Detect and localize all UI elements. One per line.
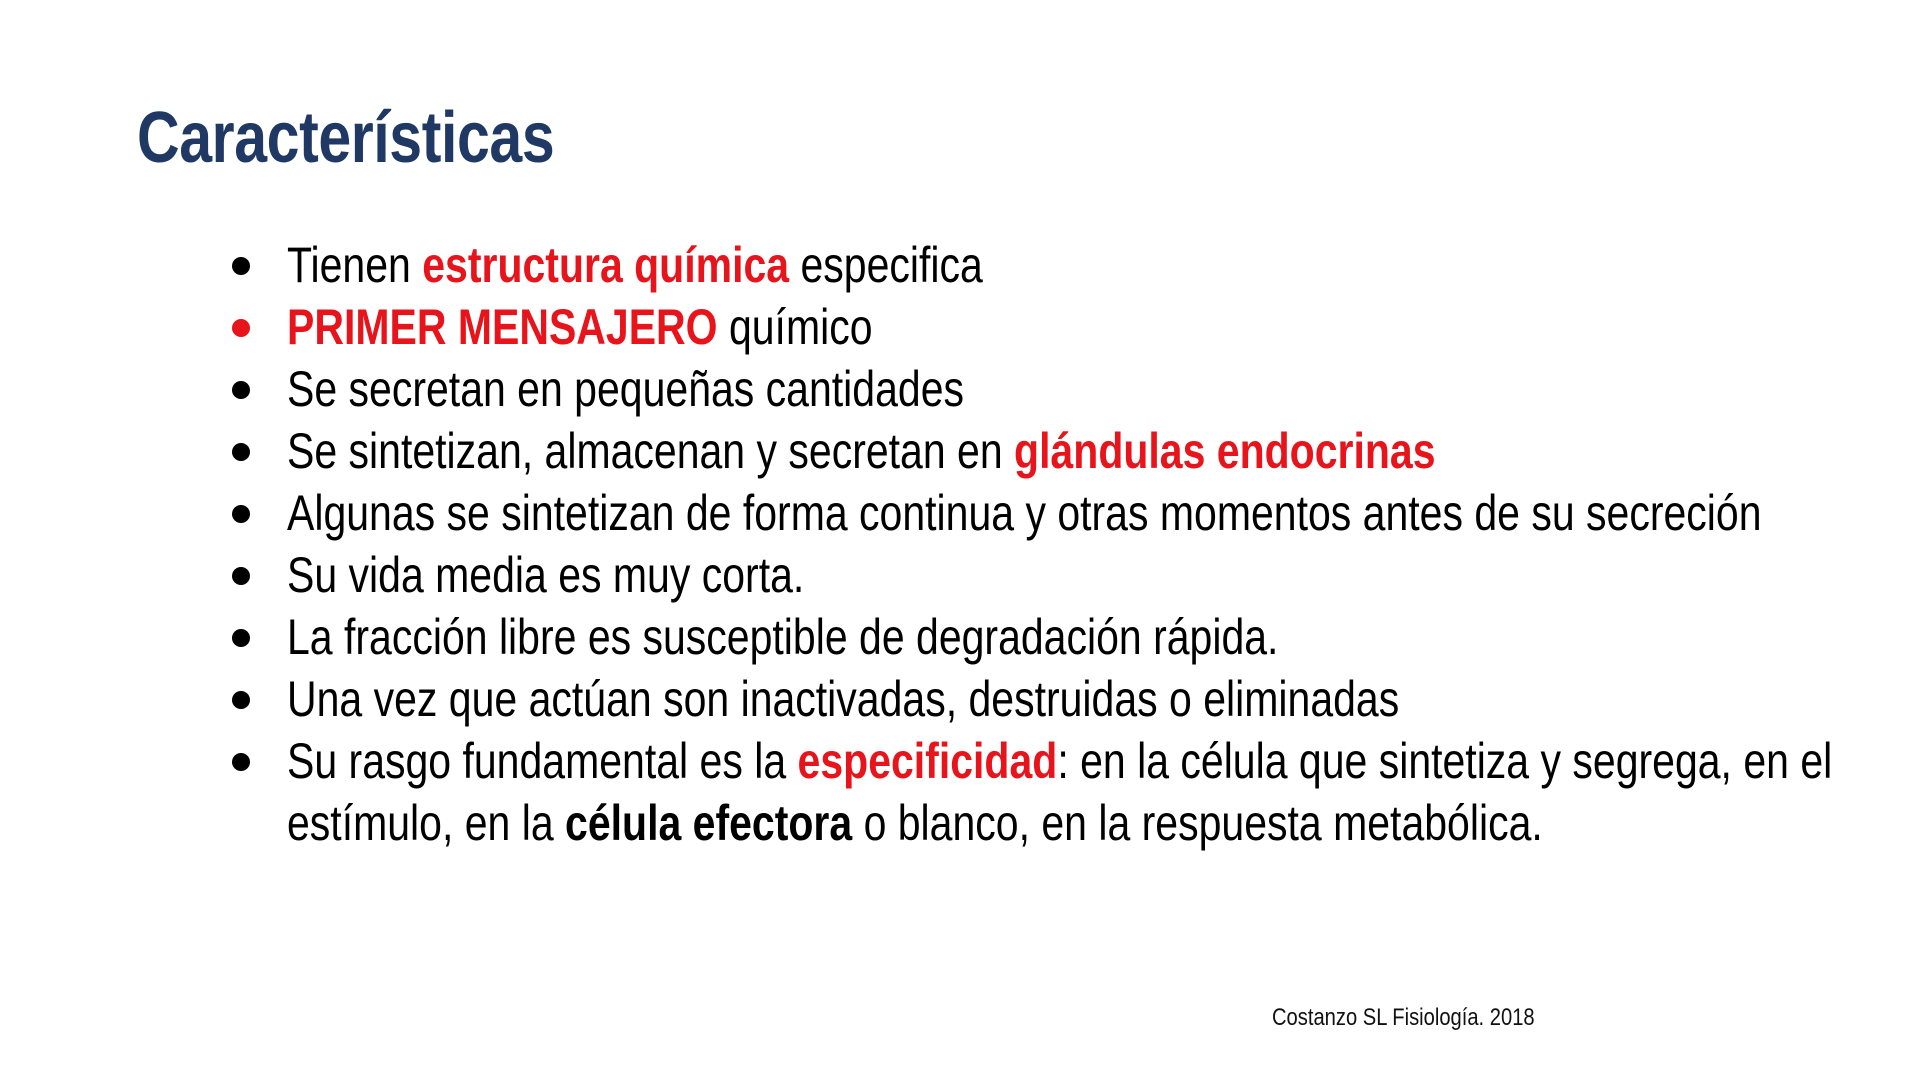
bullet-dot-icon [232, 319, 250, 337]
bullet-item [232, 606, 1920, 668]
bullet-item [232, 482, 1920, 544]
bullet-dot-icon [232, 505, 250, 523]
bullet-dot-icon [232, 691, 250, 709]
bullet-dot-icon [232, 443, 250, 461]
citation-footer: Costanzo SL Fisiología. 2018 [1272, 1004, 1535, 1031]
bullet-dot-icon [232, 753, 250, 771]
bullet-text: Una vez que actúan son inactivadas, destruidas o eliminadas [287, 671, 1400, 727]
bullet-item [232, 420, 1920, 482]
bullet-dot-icon [232, 381, 250, 399]
bullet-item [232, 668, 1920, 730]
bullet-item [232, 296, 1920, 358]
bullet-text: Algunas se sintetizan de forma continua y otras momentos antes de su secreción [287, 485, 1762, 541]
slide-title: Características [137, 98, 555, 178]
bullet-text: La fracción libre es susceptible de degradación rápida. [287, 609, 1279, 665]
bullet-item [232, 730, 1920, 854]
bullet-text: Su rasgo fundamental es la especificidad: en la célula que sintetiza y segrega, en el estímulo, en la célula efectora o blanco, en la respuesta metabólica. [287, 733, 1833, 851]
highlight-text: especificidad [797, 733, 1058, 789]
bullet-item [232, 358, 1920, 420]
highlight-text: estructura química [422, 237, 790, 293]
bullet-dot-icon [232, 567, 250, 585]
bullet-dot-icon [232, 257, 250, 275]
bullet-text: Se secretan en pequeñas cantidades [287, 361, 965, 417]
bullet-text: Tienen estructura química especifica [287, 237, 983, 293]
bullet-text: PRIMER MENSAJERO químico [287, 299, 873, 355]
bullet-item [232, 544, 1920, 606]
bullet-text: Se sintetizan, almacenan y secretan en glándulas endocrinas [287, 423, 1436, 479]
bullet-text: Su vida media es muy corta. [287, 547, 805, 603]
bold-text: célula efectora [565, 795, 853, 851]
highlight-text: PRIMER MENSAJERO [287, 299, 718, 355]
bullet-item [232, 234, 1920, 296]
highlight-text: glándulas endocrinas [1014, 423, 1436, 479]
bullet-dot-icon [232, 629, 250, 647]
bullet-list [232, 234, 1920, 854]
